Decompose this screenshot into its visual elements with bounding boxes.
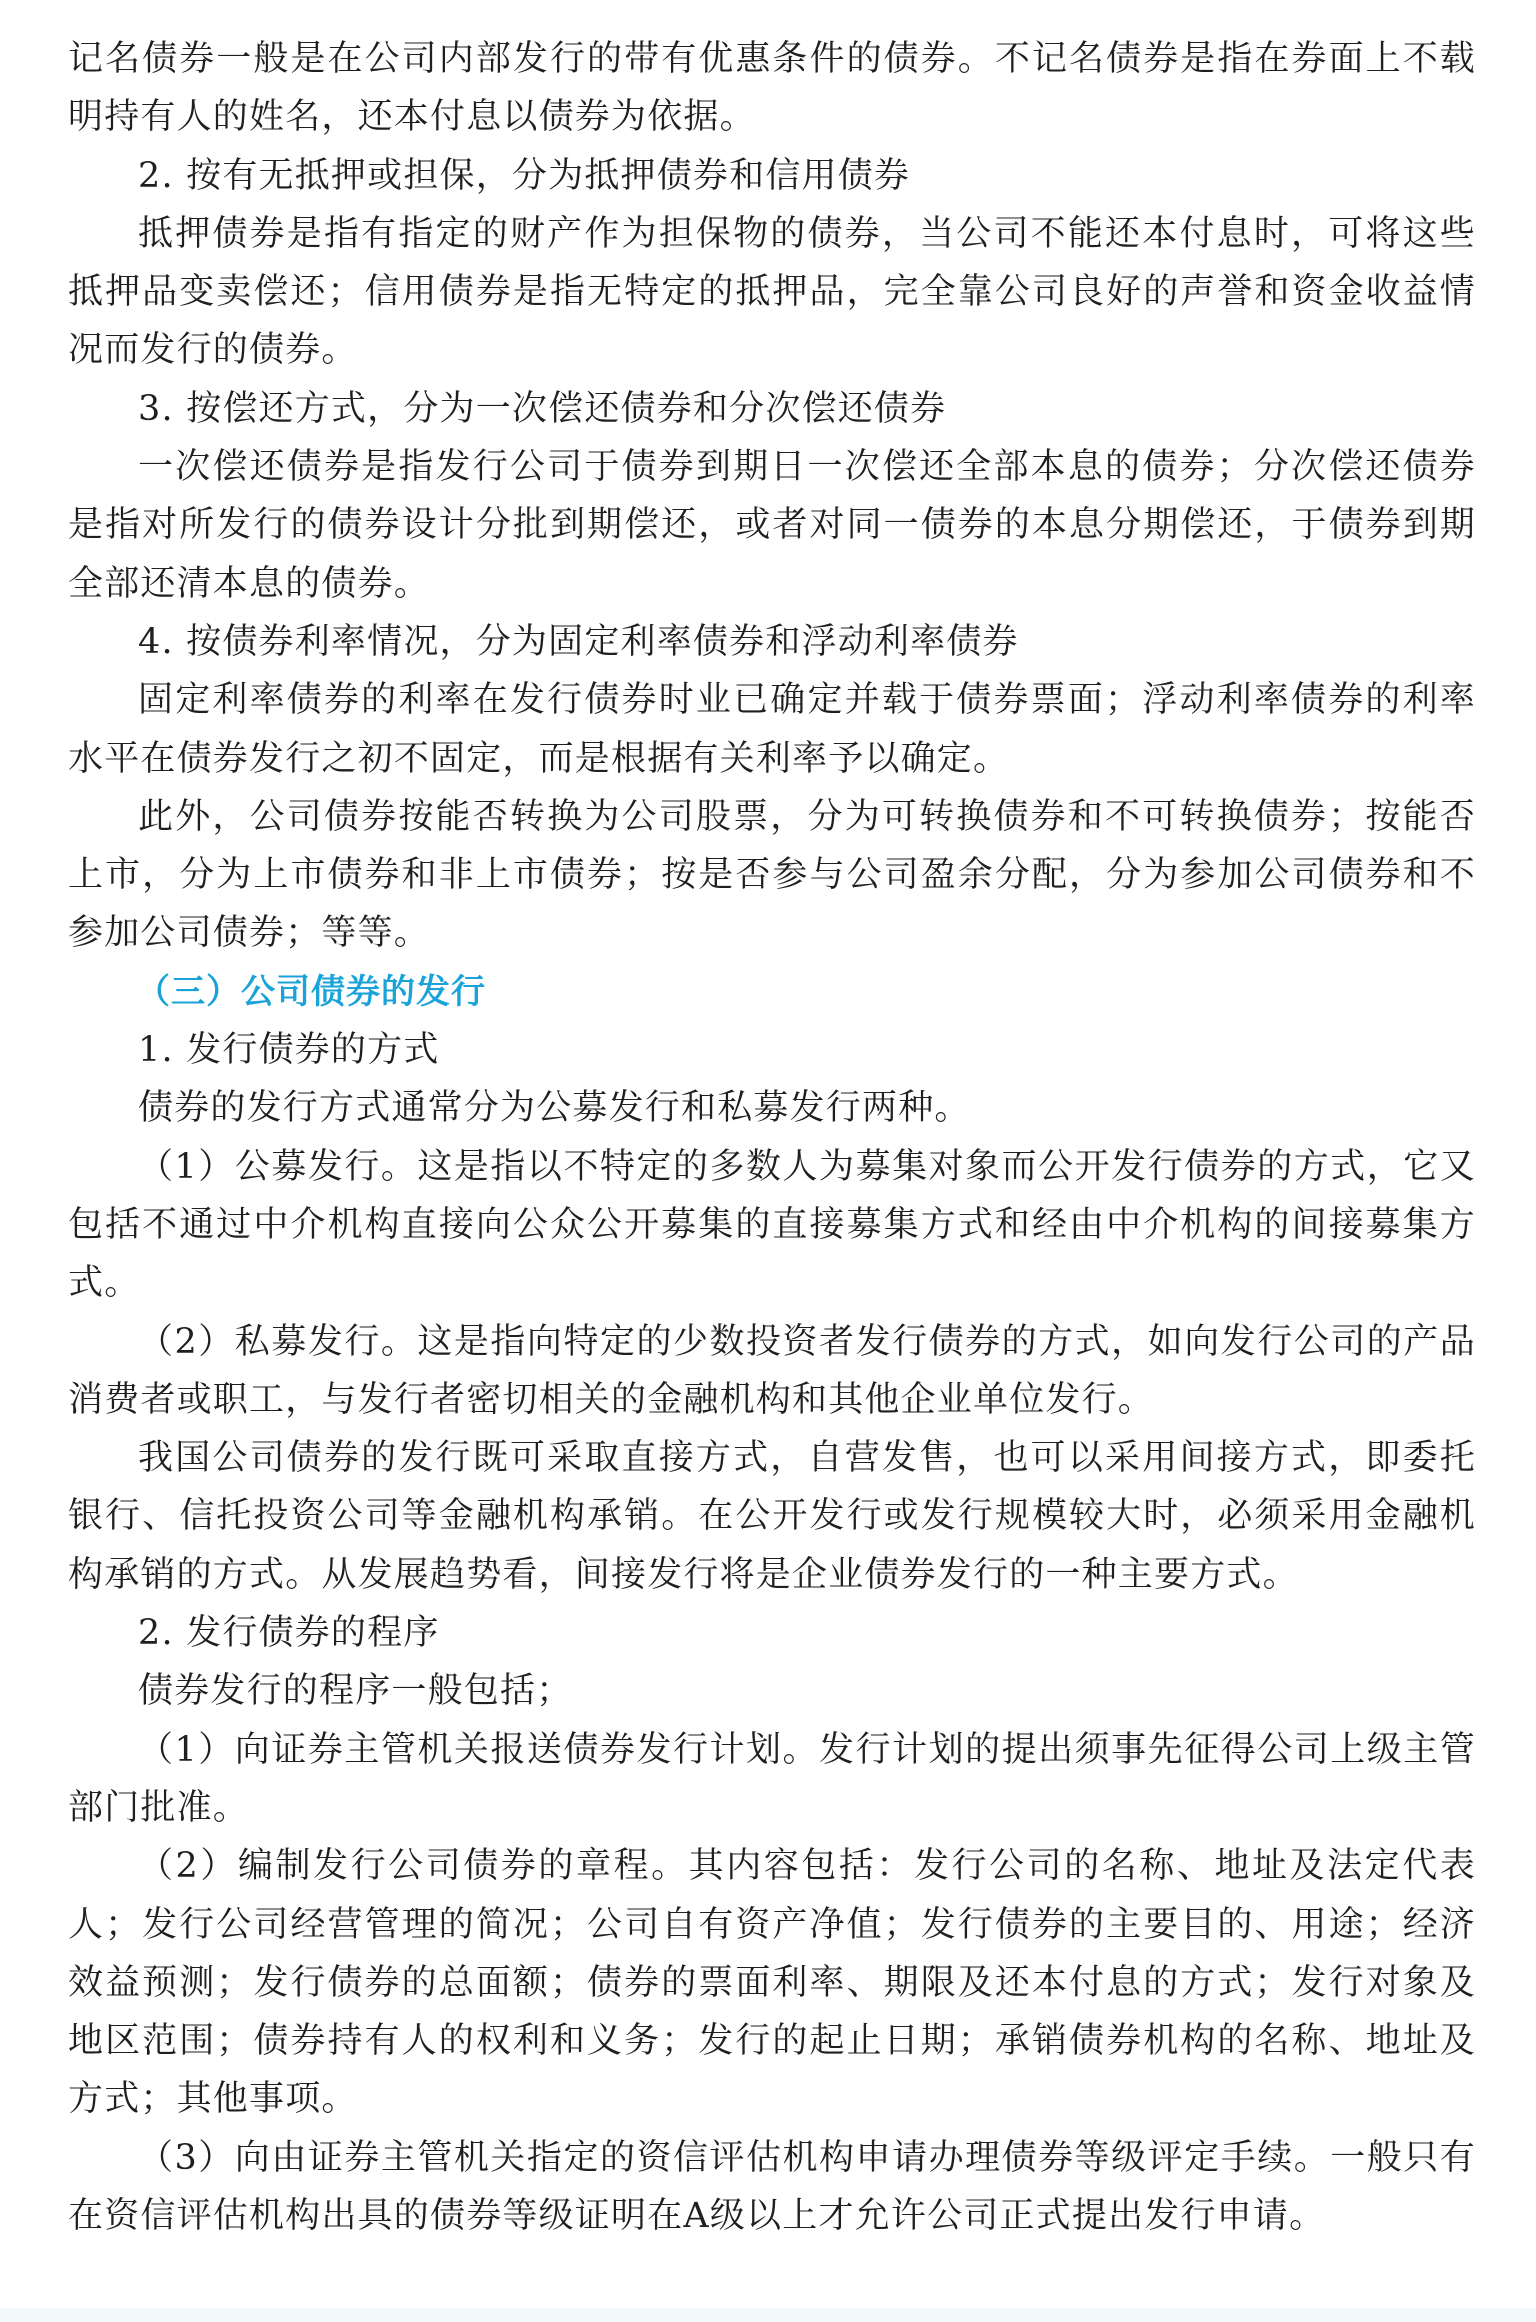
paragraph-registered-bonds: 记名债券一般是在公司内部发行的带有优惠条件的债券。不记名债券是指在券面上不载明持有人的姓名，还本付息以债券为依据。 [68,39,1476,138]
page-bottom-band [0,2308,1536,2322]
paragraph-fixed-floating: 固定利率债券的利率在发行债券时业已确定并载于债券票面；浮动利率债券的利率水平在债券发行之初不固定，而是根据有关利率予以确定。 [68,680,1476,779]
paragraph-procedure-step-2: （2）编制发行公司债券的章程。其内容包括：发行公司的名称、地址及法定代表人；发行公司经营管理的简况；公司自有资产净值；发行债券的主要目的、用途；经济效益预测；发行债券的总面额；债券的票面利率、期限及还本付息的方式；发行对象及地区范围；债券持有人的权利和义务；发行的起止日期；承销债券机构的名称、地址及方式；其他事项。 [68,1846,1476,2120]
paragraph-other-classifications: 此外，公司债券按能否转换为公司股票，分为可转换债券和不可转换债券；按能否上市，分为上市债券和非上市债券；按是否参与公司盈余分配，分为参加公司债券和不参加公司债券；等等。 [68,796,1476,954]
paragraph-issuance-intro: 债券的发行方式通常分为公募发行和私募发行两种。 [138,1088,971,1129]
paragraph-repayment-bonds: 一次偿还债券是指发行公司于债券到期日一次偿还全部本息的债券；分次偿还债券是指对所发行的债券设计分批到期偿还，或者对同一债券的本息分期偿还，于债券到期全部还清本息的债券。 [68,447,1476,604]
paragraph-procedure-step-1: （1）向证券主管机关报送债券发行计划。发行计划的提出须事先征得公司上级主管部门批准。 [68,1729,1476,1828]
paragraph-procedure-intro: 债券发行的程序一般包括； [138,1671,573,1712]
subheading-mortgage-credit: 2. 按有无抵押或担保，分为抵押债券和信用债券 [138,155,911,196]
paragraph-procedure-step-3: （3）向由证券主管机关指定的资信评估机构申请办理债券等级评定手续。一般只有在资信评估机构出具的债券等级证明在A级以上才允许公司正式提出发行申请。 [68,2137,1476,2236]
paragraph-private-placement: （2）私募发行。这是指向特定的少数投资者发行债券的方式，如向发行公司的产品消费者或职工，与发行者密切相关的金融机构和其他企业单位发行。 [68,1321,1476,1420]
paragraph-public-offering: （1）公募发行。这是指以不特定的多数人为募集对象而公开发行债券的方式，它又包括不通过中介机构直接向公众公开募集的直接募集方式和经由中介机构的间接募集方式。 [68,1146,1476,1304]
subheading-issuance-procedure: 2. 发行债券的程序 [138,1613,440,1654]
paragraph-mortgage-bonds: 抵押债券是指有指定的财产作为担保物的债券，当公司不能还本付息时，可将这些抵押品变卖偿还；信用债券是指无特定的抵押品，完全靠公司良好的声誉和资金收益情况而发行的债券。 [68,213,1476,371]
section-heading-issuance: （三）公司债券的发行 [136,971,486,1012]
subheading-issuance-methods: 1. 发行债券的方式 [138,1030,440,1071]
paragraph-china-issuance: 我国公司债券的发行既可采取直接方式，自营发售，也可以采用间接方式，即委托银行、信托投资公司等金融机构承销。在公开发行或发行规模较大时，必须采用金融机构承销的方式。从发展趋势看，间接发行将是企业债券发行的一种主要方式。 [68,1438,1476,1595]
subheading-repayment: 3. 按偿还方式，分为一次偿还债券和分次偿还债券 [138,388,947,429]
subheading-interest-rate: 4. 按债券利率情况，分为固定利率债券和浮动利率债券 [138,621,1019,662]
